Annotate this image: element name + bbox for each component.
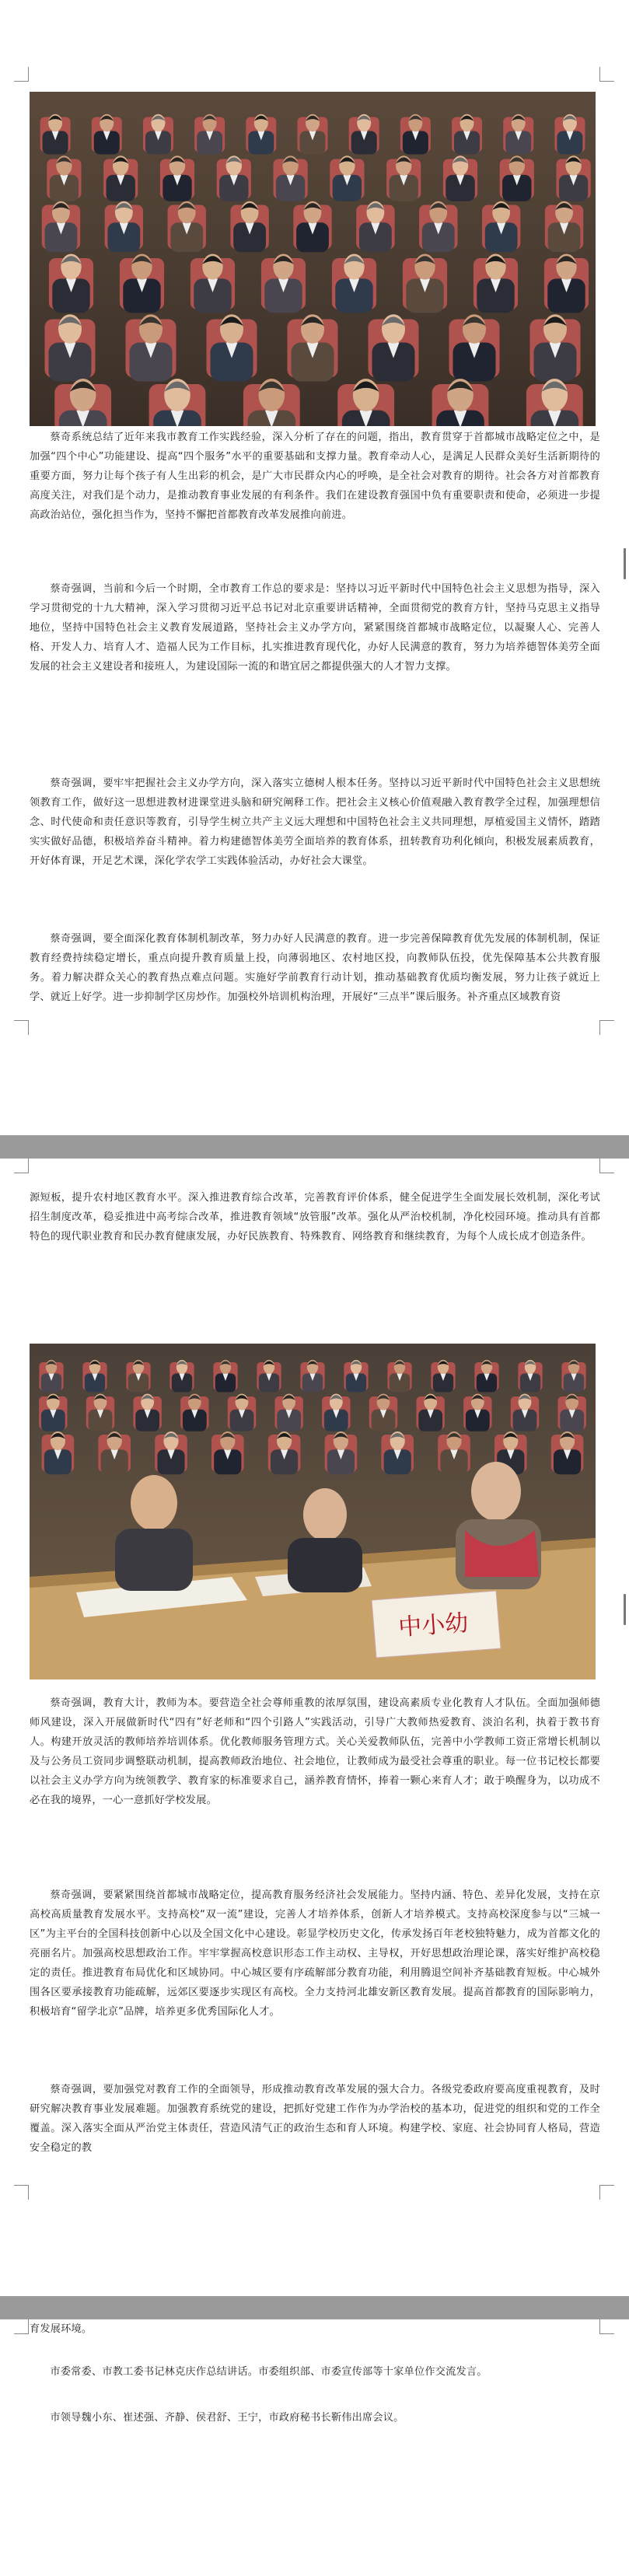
paragraph-9: 市领导魏小东、崔述强、齐静、侯君舒、王宁，市政府秘书长靳伟出席会议。 xyxy=(50,2412,404,2424)
crop-mark-top-left xyxy=(14,2319,29,2334)
conference-audience-photo xyxy=(30,92,596,426)
document-page-1 xyxy=(0,0,629,1135)
nameplate xyxy=(372,1591,501,1658)
paragraph-6: 蔡奇强调，要紧紧围绕首都城市战略定位，提高教育服务经济社会发展能力。坚持内涵、特色、差异化发展，支持在京高校高质量教育发展水平。支持高校“双一流”建设，完善人才培养体系，创新人才培养模式。支持高校深度参与以“三城一区”为主平台的全国科技创新中心以及全国文化中心建设。彰显学校历史文化，传承发扬百年老校独特魅力，成为首都文化的亮丽名片。加强高校思想政治工作。牢牢掌握高校意识形态工作主动权、主导权，开好思想政治理论课，落实好维护高校稳定的责任。推进教育布局优化和区域协同。中心城区要有序疏解部分教育功能，利用腾退空间补齐基础教育短板。中心城外围各区要承接教育功能疏解，远郊区要逐步实现区有高校。全力支持河北雄安新区教育发展。提高首都教育的国际影响力，积极培育“留学北京”品牌，培养更多优秀国际化人才。 xyxy=(30,1889,600,2018)
paragraph-5: 蔡奇强调，教育大计，教师为本。要营造全社会尊师重教的浓厚氛围，建设高素质专业化教育人才队伍。全面加强师德师风建设，深入开展做新时代“四有”好老师和“四个引路人”实践活动，引导广大教师热爱教育、淡泊名利，执着于教书育人。构建开放灵活的教师培养培训体系。优化教师服务管理方式。关心关爱教师队伍，完善中小学教师工资正常增长机制以及与公务员工资同步调整联动机制，提高教师政治地位、社会地位，让教师成为最受社会尊重的职业。每一位书记校长都要以社会主义办学方向为统领教学、教育家的标准要求自己，涵养教育情怀，捧着一颗心来育人才；敢于唤醒身为，以功成不必在我的境界，一心一意抓好学校发展。 xyxy=(30,1697,600,1806)
conference-delegates-photo xyxy=(30,1344,596,1679)
paragraph-continued: 源短板，提升农村地区教育水平。深入推进教育综合改革，完善教育评价体系，健全促进学生全面发展长效机制，深化考试招生制度改革，稳妥推进中高考综合改革，推进教育领域“放管服”改革。强化从严治校机制，净化校园环境。推动具有首都特色的现代职业教育和民办教育健康发展，办好民族教育、特殊教育、网络教育和继续教育，为每个人成长成才创造条件。 xyxy=(30,1192,600,1243)
crop-mark-bottom-right xyxy=(599,2185,614,2200)
paragraph-2: 蔡奇强调，当前和今后一个时期，全市教育工作总的要求是：坚持以习近平新时代中国特色社会主义思想为指导，深入学习贯彻党的十九大精神，深入学习贯彻习近平总书记对北京重要讲话精神，全面贯彻党的教育方针，坚持马克思主义指导地位，坚持中国特色社会主义教育发展道路，坚持社会主义办学方向，紧紧围绕首都城市战略定位，以凝聚人心、完善人格、开发人力、培育人才、造福人民为工作目标，扎实推进教育现代化，办好人民满意的教育，努力为培养德智体美劳全面发展的社会主义建设者和接班人，为建设国际一流的和谐宜居之都提供强大的人才智力支撑。 xyxy=(30,583,600,673)
crop-mark-bottom-right xyxy=(599,1020,614,1035)
paragraph-7: 蔡奇强调，要加强党对教育工作的全面领导，形成推动教育改革发展的强大合力。各级党委政府要高度重视教育，及时研究解决教育事业发展难题。加强教育系统党的建设，把抓好党建工作作为办学治校的基本功，促进党的组织和党的工作全覆盖。深入落实全面从严治党主体责任，营造风清气正的政治生态和育人环境。构建学校、家庭、社会协同育人格局，营造安全稳定的教 xyxy=(30,2084,600,2154)
conference-audience-illustration xyxy=(30,92,596,426)
scrollbar-thumb[interactable] xyxy=(624,548,626,579)
document-page-3 xyxy=(0,2319,629,2576)
crop-mark-bottom-left xyxy=(14,2185,29,2200)
crop-mark-top-left xyxy=(14,1159,29,1173)
paragraph-1: 蔡奇系统总结了近年来我市教育工作实践经验，深入分析了存在的问题，指出，教育贯穿于首都城市战略定位之中，是加强“四个中心”功能建设、提高“四个服务”水平的重要基础和支撑力量。教育牵动人心，是满足人民群众美好生活新期待的重要方面，努力让每个孩子有人生出彩的机会，是广大市民群众内心的呼唤，是全社会对教育的期待。社会各方对首都教育高度关注，对我们是个动力，是推动教育事业发展的有利条件。我们在建设教育强国中负有重要职责和使命，必须进一步提高政治站位，强化担当作为，坚持不懈把首都教育改革发展推向前进。 xyxy=(30,432,600,521)
nameplate-text: 中小幼 xyxy=(397,1609,470,1642)
crop-mark-top-right xyxy=(599,67,614,82)
crop-mark-top-left xyxy=(14,67,29,82)
document-page-2 xyxy=(0,1159,629,2296)
crop-mark-top-right xyxy=(599,2319,614,2334)
paragraph-3: 蔡奇强调，要牢牢把握社会主义办学方向，深入落实立德树人根本任务。坚持以习近平新时代中国特色社会主义思想统领教育工作，做好这一思想进教材进课堂进头脑和研究阐释工作。把社会主义核心价值观融入教育教学全过程，加强理想信念、时代使命和责任意识等教育，引导学生树立共产主义远大理想和中国特色社会主义共同理想，厚植爱国主义情怀，踏踏实实做好品德，积极培养奋斗精神。着力构建德智体美劳全面培养的教育体系，扭转教育功利化倾向，积极发展素质教育，开好体育课，开足艺术课，深化学农学工实践体验活动，办好社会大课堂。 xyxy=(30,778,600,867)
crop-mark-top-right xyxy=(599,1159,614,1173)
paragraph-4: 蔡奇强调，要全面深化教育体制机制改革，努力办好人民满意的教育。进一步完善保障教育优先发展的体制机制，保证教育经费持续稳定增长，重点向提升教育质量上投，向薄弱地区、农村地区投，向教师队伍投，优先保障基本公共教育服务。着力解决群众关心的教育热点难点问题。实施好学前教育行动计划，推动基础教育优质均衡发展，努力让孩子就近上学、就近上好学。进一步抑制学区房炒作。加强校外培训机构治理，开展好“三点半”课后服务。补齐重点区域教育资 xyxy=(30,933,600,1003)
crop-mark-bottom-left xyxy=(14,1020,29,1035)
paragraph-8: 市委常委、市教工委书记林克庆作总结讲话。市委组织部、市委宣传部等十家单位作交流发言。 xyxy=(50,2366,487,2378)
conference-delegates-illustration xyxy=(30,1344,596,1679)
scrollbar-thumb[interactable] xyxy=(624,1594,626,1625)
paragraph-continued: 育发展环境。 xyxy=(30,2323,93,2335)
